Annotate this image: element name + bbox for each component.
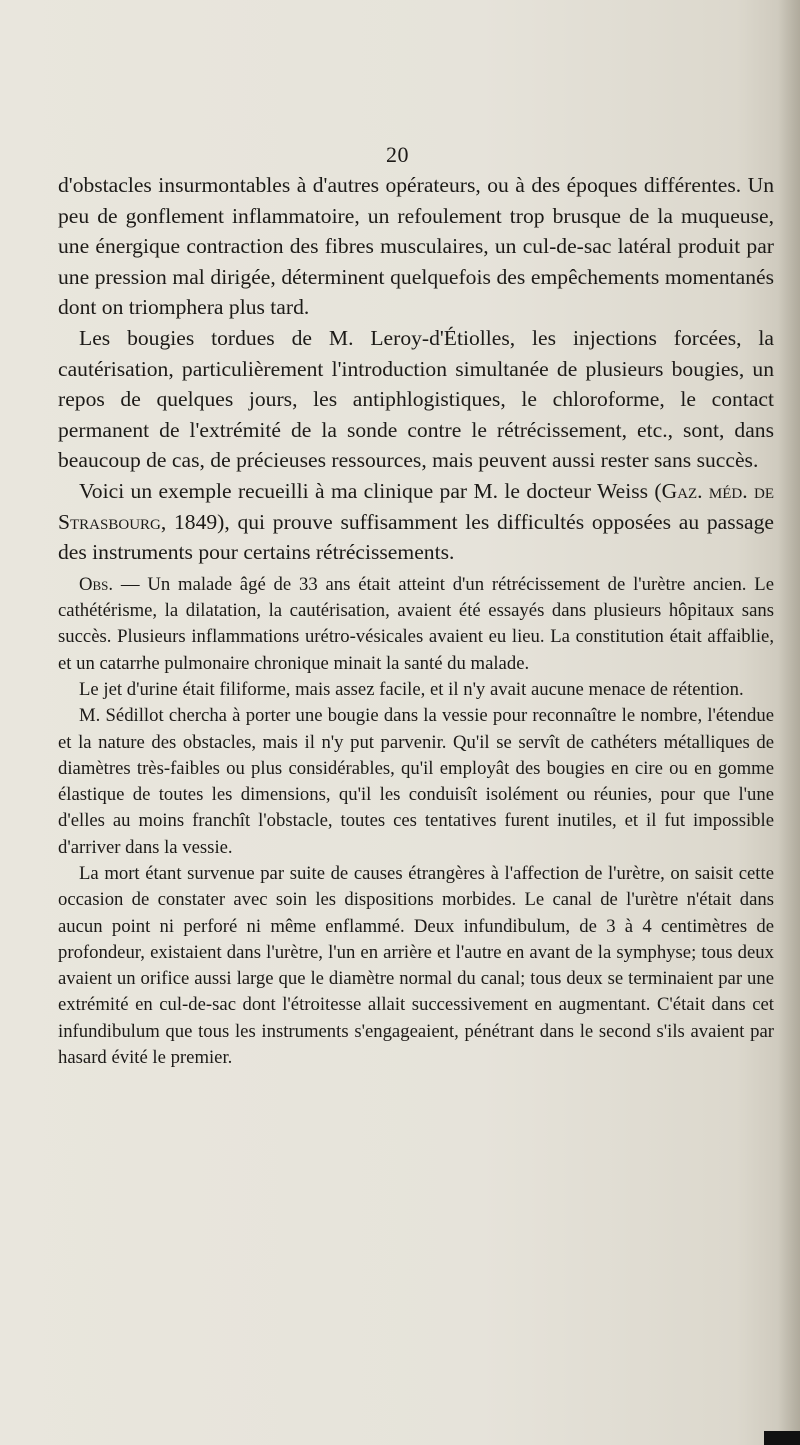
paragraph-3-before: Voici un exemple recueilli à ma clinique par M. le docteur Weiss ( bbox=[79, 478, 662, 503]
paragraph-2: Les bougies tordues de M. Leroy-d'Étiolles, les injections forcées, la cautérisation, particulièrement l'introduction simultanée de plusieurs bougies, un repos de quelques jours, les antiphlogistiques, le chloroforme, le contact permanent de l'extrémité de la sonde contre le rétrécissement, etc., sont, dans beaucoup de cas, de précieuses ressources, mais peuvent aussi rester sans succès. bbox=[58, 325, 774, 473]
paragraph-3-after: , 1849), qui prouve suffisamment les difficultés opposées au passage des instruments pour certains rétrécissements. bbox=[58, 509, 774, 565]
observation-paragraph-1 bbox=[58, 572, 774, 677]
journal-citation: Gaz. méd. de Strasbourg bbox=[58, 478, 774, 534]
page-number: 20 bbox=[386, 142, 409, 167]
page-body bbox=[58, 170, 774, 1071]
observation-paragraph-1-text: — Un malade âgé de 33 ans était atteint d'un rétrécissement de l'urètre ancien. Le cathétérisme, la dilatation, la cautérisation, avaient été essayés dans plusieurs hôpitaux sans succès. Plusieurs inflammations urétro-vésicales avaient eu lieu. La constitution était affaiblie, et un catarrhe pulmonaire chronique minait la santé du malade. bbox=[58, 573, 774, 674]
observation-paragraph-4: La mort étant survenue par suite de causes étrangères à l'affection de l'urètre, on saisit cette occasion de constater avec soin les dispositions morbides. Le canal de l'urètre n'était dans aucun point ni perforé ni même enflammé. Deux infundibulum, de 3 à 4 centimètres de profondeur, existaient dans l'urètre, l'un en arrière et l'autre en avant de la symphyse; tous deux avaient un orifice aussi large que le diamètre normal du canal; tous deux se terminaient par une extrémité en cul-de-sac dont l'étroitesse allait successivement en augmentant. C'était dans cet infundibulum que tous les instruments s'engageaient, pénétrant dans le second s'ils avaient par hasard évité le premier. bbox=[58, 862, 774, 1069]
scan-corner-mark bbox=[764, 1431, 800, 1445]
observation-label: Obs. bbox=[79, 573, 114, 595]
observation-paragraph-3: M. Sédillot chercha à porter une bougie dans la vessie pour reconnaître le nombre, l'étendue et la nature des obstacles, mais il n'y put parvenir. Qu'il se servît de cathéters métalliques de diamètres très-faibles ou plus considérables, qu'il employât des bougies en cire ou en gomme élastique de toutes les dimensions, qu'il les conduisît isolément ou réunies, pour que l'une d'elles au moins franchît l'obstacle, toutes ces tentatives furent inutiles, et il fut impossible d'arriver dans la vessie. bbox=[58, 705, 774, 858]
page-edge-shadow bbox=[778, 0, 800, 1445]
paragraph-3 bbox=[58, 476, 774, 568]
observation-paragraph-2: Le jet d'urine était filiforme, mais assez facile, et il n'y avait aucune menace de rétention. bbox=[79, 678, 744, 700]
paragraph-1: d'obstacles insurmontables à d'autres opérateurs, ou à des époques différentes. Un peu de gonflement inflammatoire, un refoulement trop brusque de la muqueuse, une énergique contraction des fibres musculaires, un cul-de-sac latéral produit par une pression mal dirigée, déterminent quelquefois des empêchements momentanés dont on triomphera plus tard. bbox=[58, 173, 774, 320]
